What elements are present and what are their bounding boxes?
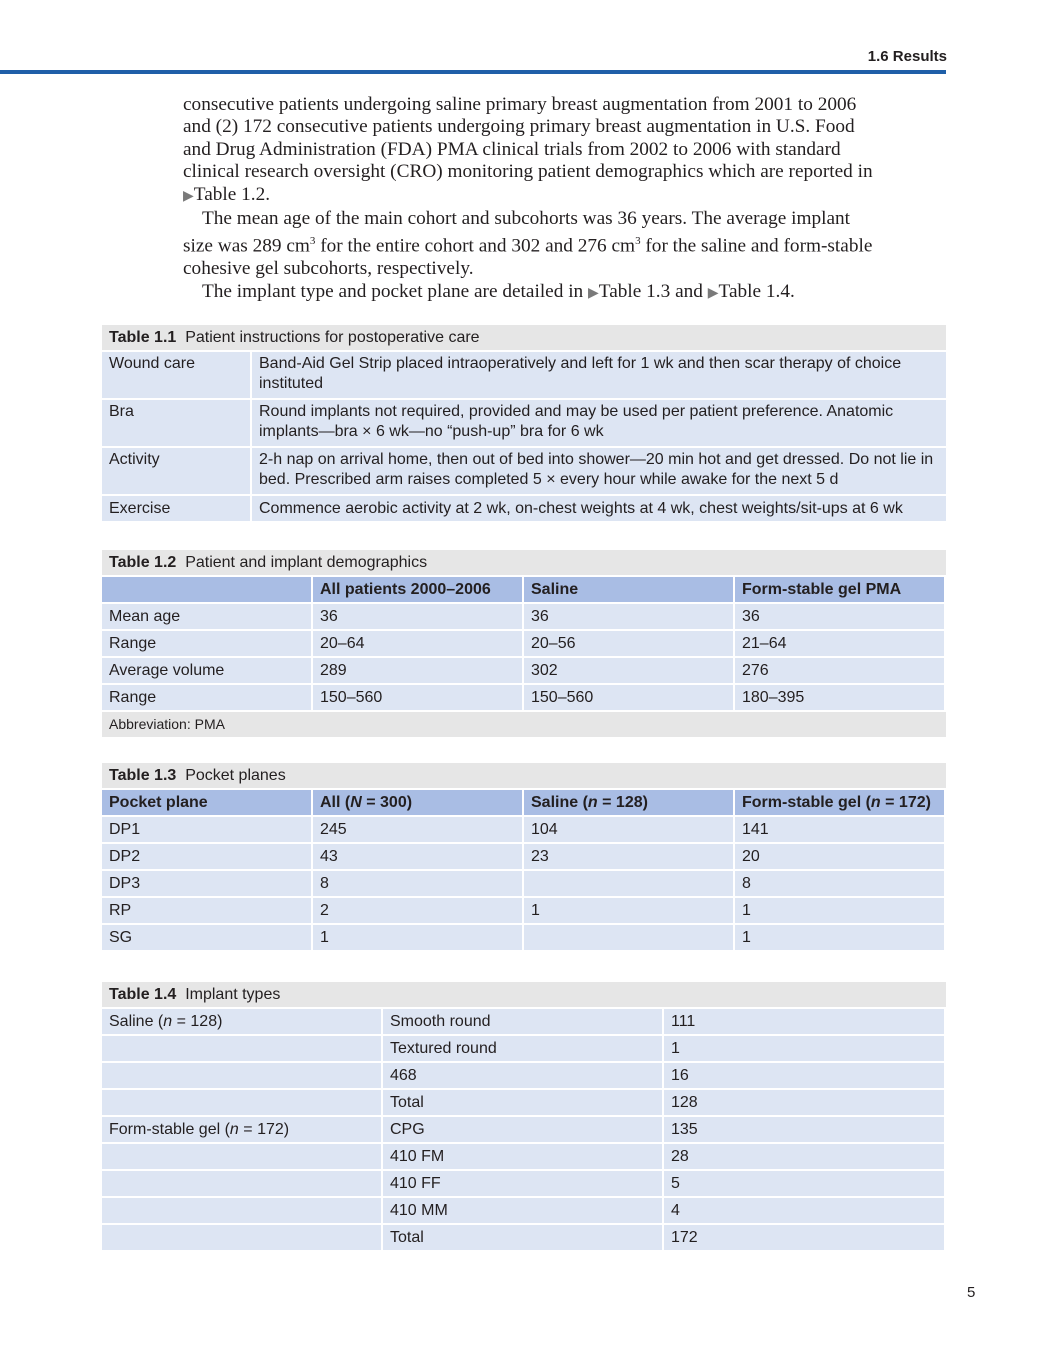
table-row: Mean age 36 36 36: [102, 604, 946, 629]
page-number: 5: [967, 1284, 976, 1301]
table-ref: Table 1.2.: [193, 183, 271, 205]
table-row: Exercise Commence aerobic activity at 2 wk, on-chest weights at 4 wk, chest weights/sit-ups at 6 wk: [102, 496, 946, 521]
ref-arrow-icon: ▶: [588, 285, 599, 301]
table-row: DP2 43 23 20: [102, 844, 946, 869]
table-row: Total 128: [102, 1090, 946, 1115]
table-row: 468 16: [102, 1063, 946, 1088]
table-row: Textured round 1: [102, 1036, 946, 1061]
ref-arrow-icon: ▶: [183, 188, 194, 204]
table-row: Average volume 289 302 276: [102, 658, 946, 683]
paragraph-3: The implant type and pocket plane are detailed in ▶Table 1.3 and ▶Table 1.4.: [202, 280, 795, 302]
table-row: 410 FM 28: [102, 1144, 946, 1169]
table-header-row: Pocket plane All (N = 300) Saline (n = 128) Form-stable gel (n = 172): [102, 790, 946, 815]
table-row: SG 1 1: [102, 925, 946, 950]
table-row: Range 20–64 20–56 21–64: [102, 631, 946, 656]
table-row: Saline (n = 128) Smooth round 111: [102, 1009, 946, 1034]
table-row: Wound care Band-Aid Gel Strip placed intraoperatively and left for 1 wk and then scar therapy of choice instituted: [102, 352, 946, 398]
table-header-row: All patients 2000–2006 Saline Form-stable gel PMA: [102, 577, 946, 602]
body-text: [183, 94, 883, 305]
table-row: Bra Round implants not required, provided and may be used per patient preference. Anatomic implants—bra × 6 wk—no “push-up” bra for 6 wk: [102, 400, 946, 446]
table-caption: Table 1.2 Patient and implant demographics: [102, 550, 946, 575]
table-note: Abbreviation: PMA: [102, 712, 946, 737]
table-1-3: [102, 763, 946, 952]
paragraph-1: consecutive patients undergoing saline primary breast augmentation from 2001 to 2006 and (2) 172 consecutive patients undergoing primary breast augmentation in U.S. Food and Drug Administration (FDA) PMA clinical trials from 2002 to 2006 with standard clinical research oversight (CRO) monitoring patient demographics which are reported in ▶Table 1.2.: [183, 94, 873, 205]
table-caption: Table 1.1 Patient instructions for postoperative care: [102, 325, 946, 350]
section-header: 1.6 Results: [867, 48, 947, 65]
header-rule: [0, 70, 946, 74]
table-row: Form-stable gel (n = 172) CPG 135: [102, 1117, 946, 1142]
table-row: Range 150–560 150–560 180–395: [102, 685, 946, 710]
table-ref: Table 1.4.: [718, 280, 795, 302]
table-ref: Table 1.3 and: [598, 280, 708, 302]
table-row: DP3 8 8: [102, 871, 946, 896]
table-row: RP 2 1 1: [102, 898, 946, 923]
table-1-1: [102, 325, 946, 523]
ref-arrow-icon: ▶: [707, 285, 719, 301]
table-caption: Table 1.3 Pocket planes: [102, 763, 946, 788]
table-1-4: [102, 982, 946, 1252]
table-row: Total 172: [102, 1225, 946, 1250]
paragraph-2: The mean age of the main cohort and subcohorts was 36 years. The average implant size was 289 $cm^3$ for the entire cohort and 302 and 276 $cm^3$ for the saline and form-stable cohesive gel subcohorts, respectively.: [183, 208, 873, 280]
table-row: DP1 245 104 141: [102, 817, 946, 842]
table-caption: Table 1.4 Implant types: [102, 982, 946, 1007]
table-row: 410 FF 5: [102, 1171, 946, 1196]
table-row: 410 MM 4: [102, 1198, 946, 1223]
table-1-2: [102, 550, 946, 737]
table-row: Activity 2-h nap on arrival home, then out of bed into shower—20 min hot and get dressed. Do not lie in bed. Prescribed arm raises completed 5 × every hour while awake for the next 5 d: [102, 448, 946, 494]
